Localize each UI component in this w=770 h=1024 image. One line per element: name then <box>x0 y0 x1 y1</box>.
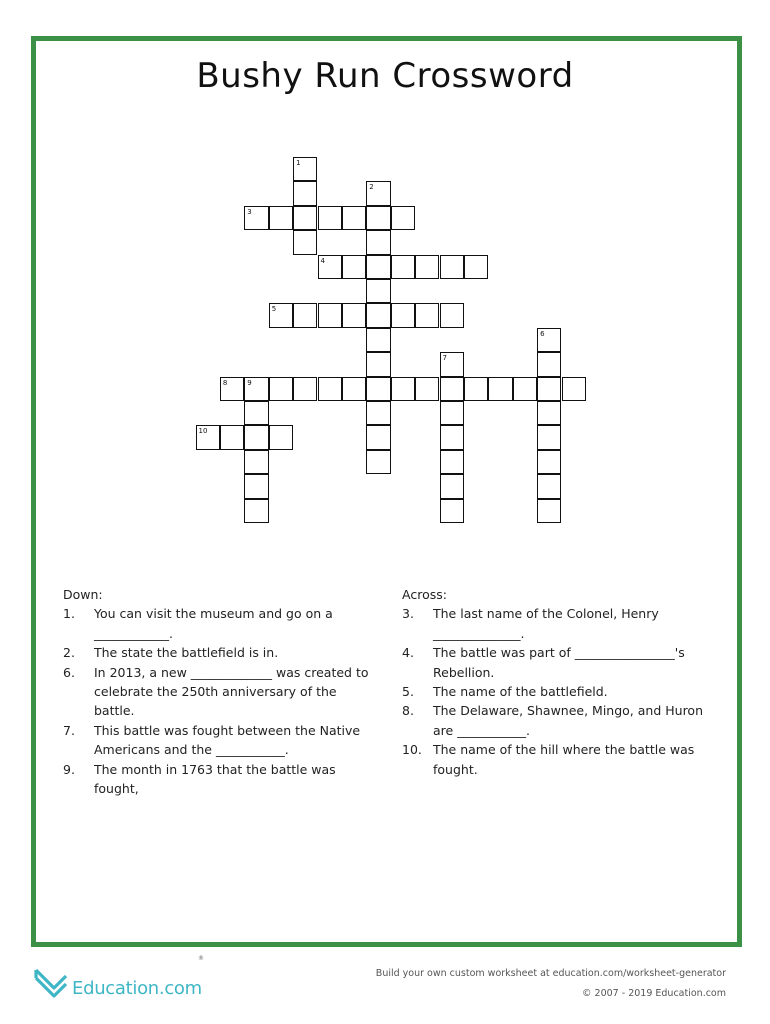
crossword-cell[interactable] <box>537 499 561 523</box>
clue-number: 9 <box>247 378 252 387</box>
crossword-cell[interactable] <box>269 425 293 449</box>
crossword-cell[interactable] <box>244 377 268 401</box>
crossword-cell[interactable] <box>537 425 561 449</box>
crossword-cell[interactable] <box>562 377 586 401</box>
clue-item: 4. The battle was part of ________________'s Rebellion. <box>402 645 685 680</box>
across-clues <box>402 585 722 779</box>
crossword-cell[interactable] <box>220 377 244 401</box>
clue-number: 7 <box>442 354 447 363</box>
clue-item: 10. The name of the hill where the battle was fought. <box>402 742 695 777</box>
crossword-cell[interactable] <box>440 377 464 401</box>
crossword-cell[interactable] <box>440 401 464 425</box>
crossword-cell[interactable] <box>391 206 415 230</box>
clue-item: 2. The state the battlefield is in. <box>63 645 279 661</box>
crossword-cell[interactable] <box>440 474 464 498</box>
crossword-cell[interactable] <box>342 377 366 401</box>
crossword-cell[interactable] <box>342 303 366 327</box>
crossword-cell[interactable] <box>196 425 220 449</box>
crossword-cell[interactable] <box>537 377 561 401</box>
clue-item: 1. You can visit the museum and go on a ____________. <box>63 606 333 641</box>
crossword-cell[interactable] <box>537 450 561 474</box>
crossword-cell[interactable] <box>318 303 342 327</box>
page-title: Bushy Run Crossword <box>196 56 574 96</box>
crossword-cell[interactable] <box>269 206 293 230</box>
crossword-cell[interactable] <box>366 206 390 230</box>
crossword-cell[interactable] <box>293 206 317 230</box>
education-logo-icon <box>32 962 70 1002</box>
crossword-cell[interactable] <box>440 303 464 327</box>
clue-number: 1 <box>296 159 301 167</box>
crossword-cell[interactable] <box>366 230 390 254</box>
crossword-cell[interactable] <box>293 230 317 254</box>
education-logo[interactable] <box>32 955 204 1002</box>
crossword-cell[interactable] <box>440 499 464 523</box>
clue-number: 10 <box>198 427 208 436</box>
crossword-cell[interactable] <box>366 255 390 279</box>
down-heading: Down: <box>63 587 103 602</box>
crossword-cell[interactable] <box>342 206 366 230</box>
crossword-cell[interactable] <box>366 303 390 327</box>
crossword-cell[interactable] <box>391 255 415 279</box>
crossword-cell[interactable] <box>440 352 464 376</box>
crossword-cell[interactable] <box>391 377 415 401</box>
crossword-cell[interactable] <box>318 206 342 230</box>
crossword-cell[interactable] <box>366 377 390 401</box>
clue-number: 6 <box>540 329 545 338</box>
clue-number: 8 <box>222 378 228 387</box>
crossword-cell[interactable] <box>537 352 561 376</box>
crossword-cell[interactable] <box>440 425 464 449</box>
crossword-cell[interactable] <box>318 255 342 279</box>
copyright-text: © 2007 - 2019 Education.com <box>582 988 726 999</box>
crossword-cell[interactable] <box>244 450 268 474</box>
clue-item: 5. The name of the battlefield. <box>402 684 608 700</box>
crossword-cell[interactable] <box>488 377 512 401</box>
crossword-cell[interactable] <box>244 206 268 230</box>
crossword-cell[interactable] <box>293 181 317 205</box>
crossword-cell[interactable] <box>440 450 464 474</box>
crossword-cell[interactable] <box>293 303 317 327</box>
clue-item: 7. This battle was fought between the Native Americans and the ___________. <box>63 722 361 758</box>
clue-item: 3. The last name of the Colonel, Henry ______________. <box>402 606 659 641</box>
crossword-cell[interactable] <box>269 377 293 401</box>
crossword-cell[interactable] <box>269 303 293 327</box>
clue-number: 3 <box>247 207 252 216</box>
crossword-cell[interactable] <box>366 401 390 425</box>
crossword-cell[interactable] <box>366 450 390 474</box>
across-heading: Across: <box>402 587 447 602</box>
crossword-cell[interactable] <box>513 377 537 401</box>
crossword-cell[interactable] <box>366 279 390 303</box>
crossword-cell[interactable] <box>366 328 390 352</box>
crossword-cell[interactable] <box>537 474 561 498</box>
crossword-cell[interactable] <box>220 425 244 449</box>
crossword-cell[interactable] <box>415 255 439 279</box>
down-clues <box>63 585 373 798</box>
crossword-cell[interactable] <box>537 401 561 425</box>
crossword-cell[interactable] <box>391 303 415 327</box>
crossword-cell[interactable] <box>415 303 439 327</box>
brand-name: Education.com <box>72 978 202 999</box>
crossword-cell[interactable] <box>244 401 268 425</box>
crossword-cell[interactable] <box>244 474 268 498</box>
crossword-cell[interactable] <box>318 377 342 401</box>
crossword-cell[interactable] <box>366 181 390 205</box>
crossword-cell[interactable] <box>537 328 561 352</box>
crossword-cell[interactable] <box>464 377 488 401</box>
crossword-cell[interactable] <box>293 157 317 181</box>
crossword-cell[interactable] <box>415 377 439 401</box>
crossword-cell[interactable] <box>244 425 268 449</box>
build-worksheet-link[interactable]: Build your own custom worksheet at education.com/worksheet-generator <box>375 968 726 979</box>
crossword-cell[interactable] <box>366 352 390 376</box>
clue-number: 4 <box>320 256 325 265</box>
clue-item: 6. In 2013, a new _____________ was created to celebrate the 250th anniversary of the battle. <box>63 664 369 719</box>
crossword-cell[interactable] <box>440 255 464 279</box>
registered-mark: ® <box>198 955 204 962</box>
clue-item: 9. The month in 1763 that the battle was fought, <box>63 761 336 797</box>
clue-number: 2 <box>369 183 374 192</box>
clue-number: 5 <box>271 305 277 314</box>
crossword-cell[interactable] <box>293 377 317 401</box>
crossword-cell[interactable] <box>464 255 488 279</box>
clue-item: 8. The Delaware, Shawnee, Mingo, and Huron are ___________. <box>402 703 704 738</box>
crossword-cell[interactable] <box>366 425 390 449</box>
crossword-cell[interactable] <box>244 499 268 523</box>
crossword-cell[interactable] <box>342 255 366 279</box>
